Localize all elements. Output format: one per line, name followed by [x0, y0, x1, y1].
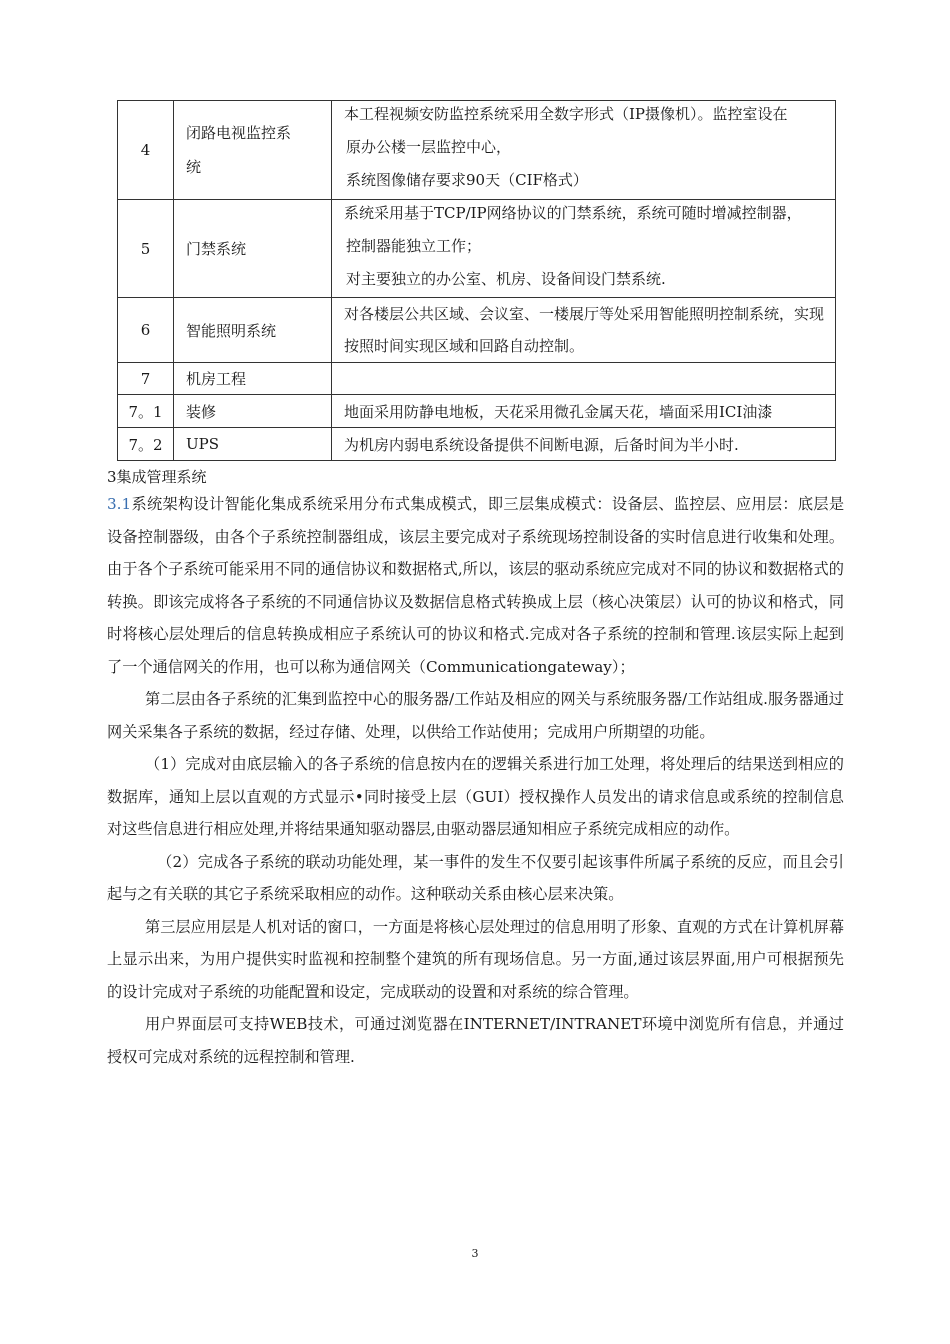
- row-number: 5: [118, 200, 174, 298]
- subsection-number: 3.1: [107, 495, 132, 513]
- description-line: 系统图像储存要求90天（CIF格式）: [346, 170, 588, 189]
- paragraph: 用户界面层可支持WEB技术，可通过浏览器在INTERNET/INTRANET环境中浏览所有信息，并通过授权可完成对系统的远程控制和管理.: [107, 1015, 844, 1066]
- description-line: 对主要独立的办公室、机房、设备间设门禁系统.: [346, 269, 666, 288]
- row-number: 7。1: [118, 395, 174, 428]
- section-heading: 3集成管理系统: [107, 468, 207, 486]
- row-number: 7。2: [118, 428, 174, 461]
- row-number: 6: [118, 298, 174, 363]
- paragraph-text: 系统架构设计智能化集成系统采用分布式集成模式，即三层集成模式：设备层、监控层、应用层：底层是设备控制器级，由各个子系统控制器组成，该层主要完成对子系统现场控制设备的实时信息进行收集和处理。由于各个子系统可能采用不同的通信协议和数据格式,所以，该层的驱动系统应完成对不同的协议和数据格式的转换。即该完成将各子系统的不同通信协议及数据信息格式转换成上层（核心决策层）认可的协议和格式，同时将核心层处理后的信息转换成相应子系统认可的协议和格式.完成对各子系统的控制和管理.该层实际上起到了一个通信网关的作用，也可以称为通信网关（Communicationgateway）；: [107, 495, 844, 676]
- section-body: [107, 488, 844, 1073]
- row-description: [332, 200, 836, 298]
- paragraph: （1）完成对由底层输入的各子系统的信息按内在的逻辑关系进行加工处理，将处理后的结果送到相应的数据库，通知上层以直观的方式显示•同时接受上层（GUI）授权操作人员发出的请求信息或系统的控制信息对这些信息进行相应处理,并将结果通知驱动器层,由驱动器层通知相应子系统完成相应的动作。: [107, 755, 844, 838]
- description-text: 对各楼层公共区域、会议室、一楼展厅等处采用智能照明控制系统，实现按照时间实现区域和回路自动控制。: [344, 305, 825, 355]
- description-line: 控制器能独立工作；: [346, 236, 482, 255]
- table-row: [118, 428, 836, 461]
- table-row: [118, 298, 836, 363]
- table-row: [118, 363, 836, 395]
- row-name: 门禁系统: [174, 200, 332, 298]
- paragraph: （2）完成各子系统的联动功能处理，某一事件的发生不仅要引起该事件所属子系统的反应，而且会引起与之有关联的其它子系统采取相应的动作。这种联动关系由核心层来决策。: [107, 852, 844, 903]
- row-description: [332, 101, 836, 200]
- table-row: [118, 395, 836, 428]
- row-description: [332, 363, 836, 395]
- page-number: 3: [471, 1247, 479, 1260]
- paragraph: 第三层应用层是人机对话的窗口，一方面是将核心层处理过的信息用明了形象、直观的方式在计算机屏幕上显示出来，为用户提供实时监视和控制整个建筑的所有现场信息。另一方面,通过该层界面,用户可根据预先的设计完成对子系统的功能配置和设定，完成联动的设置和对系统的综合管理。: [107, 917, 844, 1001]
- row-number: 7: [118, 363, 174, 395]
- row-name: 装修: [174, 395, 332, 428]
- row-name: UPS: [174, 428, 332, 461]
- table-row: [118, 200, 836, 298]
- description-line: 系统采用基于TCP/IP网络协议的门禁系统，系统可随时增减控制器，: [344, 203, 802, 222]
- paragraph: 第二层由各子系统的汇集到监控中心的服务器/工作站及相应的网关与系统服务器/工作站组成.服务器通过网关采集各子系统的数据，经过存储、处理，以供给工作站使用；完成用户所期望的功能。: [107, 690, 844, 741]
- system-table: [117, 100, 836, 461]
- row-description: 为机房内弱电系统设备提供不间断电源，后备时间为半小时.: [332, 428, 836, 461]
- description-line: 原办公楼一层监控中心，: [346, 137, 512, 156]
- row-name-text: 闭路电视监控系统: [186, 124, 292, 176]
- row-number: 4: [118, 101, 174, 200]
- row-description: 地面采用防静电地板，天花采用微孔金属天花，墙面采用ICI油漆: [332, 395, 836, 428]
- row-name: [174, 101, 332, 200]
- description-clip: [344, 102, 827, 199]
- row-name: 机房工程: [174, 363, 332, 395]
- row-description: [332, 298, 836, 363]
- description-clip: [344, 201, 827, 297]
- paragraph: [107, 488, 844, 683]
- row-name: 智能照明系统: [174, 298, 332, 363]
- table-row: [118, 101, 836, 200]
- description-line: 本工程视频安防监控系统采用全数字形式（IP摄像机）。监控室设在: [344, 104, 788, 123]
